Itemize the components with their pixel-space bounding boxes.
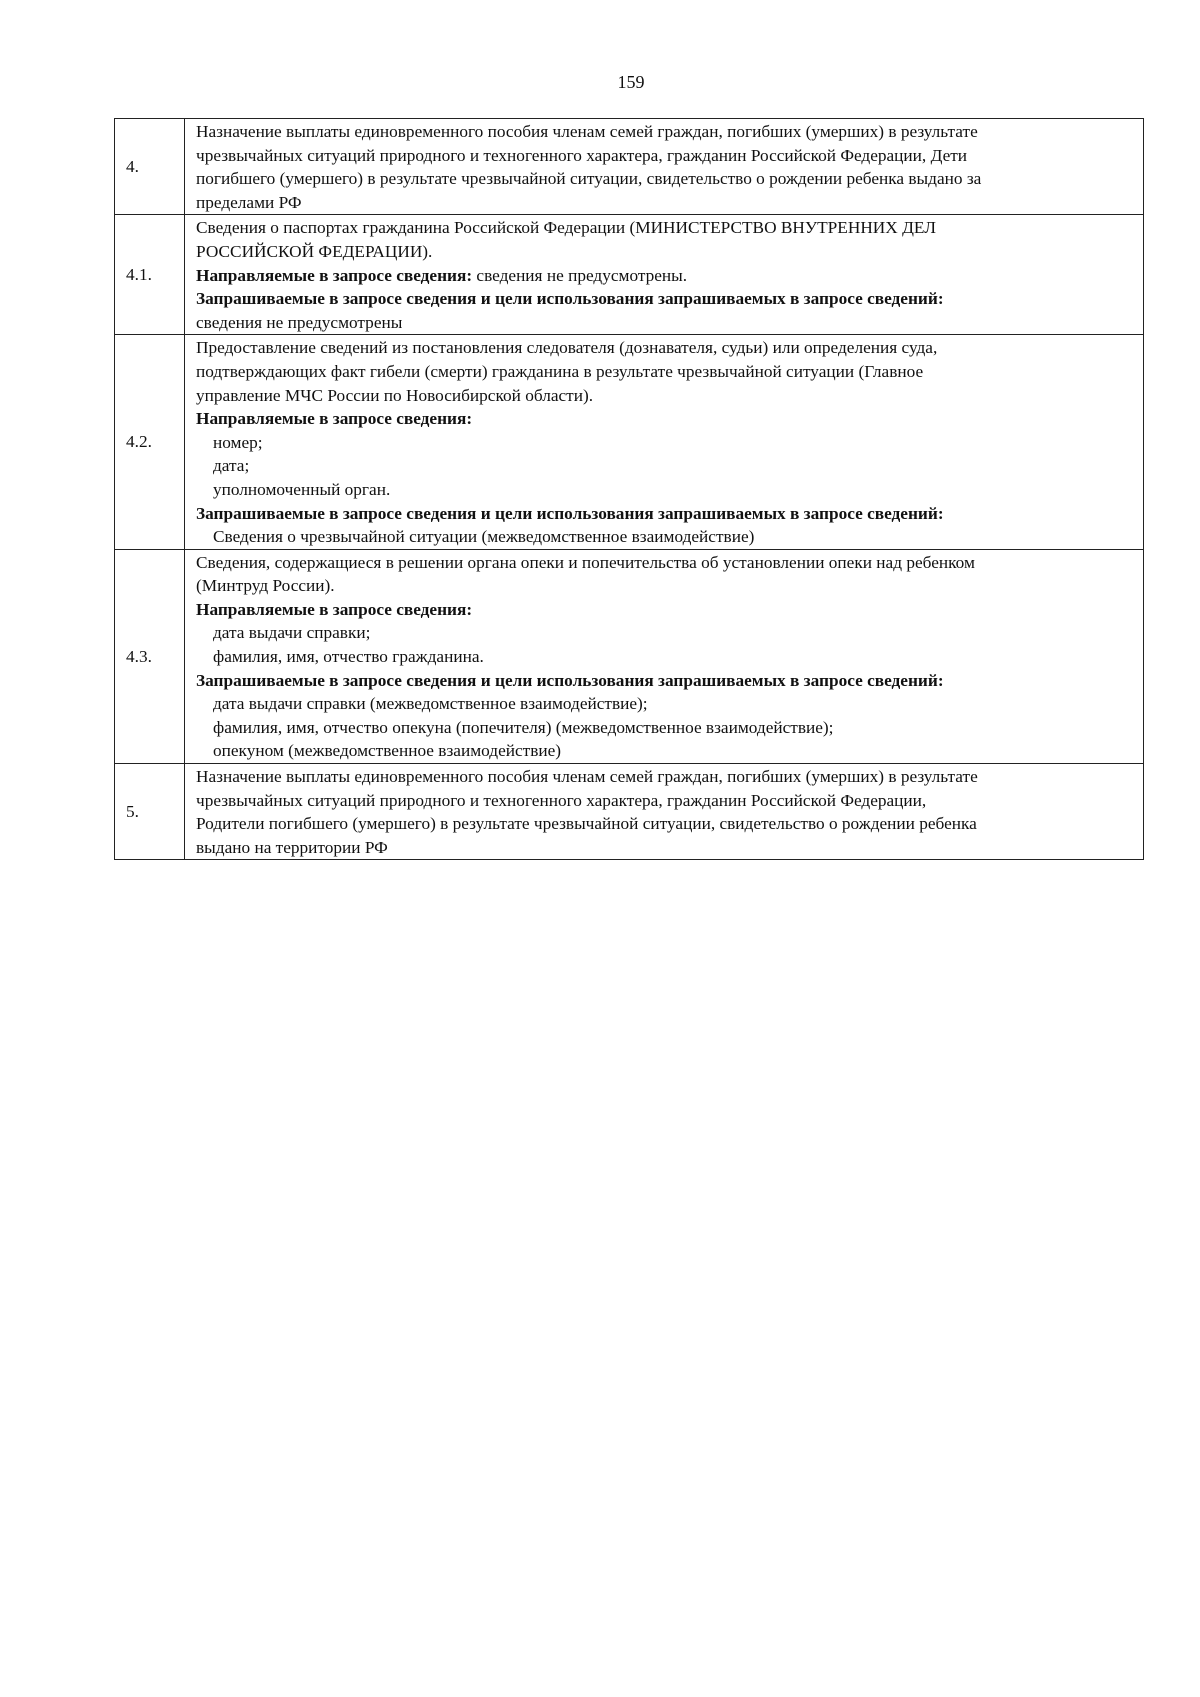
text-line: чрезвычайных ситуаций природного и техногенного характера, гражданин Российской Федерации, Дети (196, 145, 968, 165)
text-line: Родители погибшего (умершего) в результате чрезвычайной ситуации, свидетельство о рождении ребенка (196, 814, 977, 834)
requested-info-item: Сведения о чрезвычайной ситуации (межведомственное взаимодействие) (213, 527, 755, 547)
row-number: 5. (115, 764, 185, 860)
text-line: выдано на территории РФ (196, 837, 388, 857)
page-number: 159 (617, 72, 645, 92)
text-line: подтверждающих факт гибели (смерти) гражданина в результате чрезвычайной ситуации (Главное (196, 361, 924, 381)
sent-info-line (196, 264, 1137, 288)
row-number: 4.1. (115, 215, 185, 335)
text-line: пределами РФ (196, 192, 302, 212)
sent-info-item: уполномоченный орган. (213, 479, 391, 499)
sent-info-label: Направляемые в запросе сведения: (196, 265, 473, 285)
text-line: управление МЧС России по Новосибирской области). (196, 385, 594, 405)
row-number: 4.3. (115, 549, 185, 763)
table-row (115, 215, 1144, 335)
sent-info-item: фамилия, имя, отчество гражданина. (213, 647, 484, 667)
row-number: 4. (115, 119, 185, 215)
sent-info-text: сведения не предусмотрены. (472, 265, 688, 285)
table-row (115, 764, 1144, 860)
requested-info-label: Запрашиваемые в запросе сведения и цели использования запрашиваемых в запросе сведений: (196, 289, 944, 309)
row-content (185, 119, 1144, 215)
sent-info-item: дата выдачи справки; (213, 623, 371, 643)
text-line: РОССИЙСКОЙ ФЕДЕРАЦИИ). (196, 241, 433, 261)
requested-info-label: Запрашиваемые в запросе сведения и цели использования запрашиваемых в запросе сведений: (196, 670, 944, 690)
text-line: (Минтруд России). (196, 576, 335, 596)
sent-info-item: номер; (213, 432, 263, 452)
requested-info-text: сведения не предусмотрены (196, 312, 403, 332)
table-row (115, 119, 1144, 215)
text-line: погибшего (умершего) в результате чрезвычайной ситуации, свидетельство о рождении ребенка выдано за (196, 169, 982, 189)
row-content (185, 764, 1144, 860)
text-line: Сведения, содержащиеся в решении органа опеки и попечительства об установлении опеки над ребенком (196, 552, 975, 572)
requested-info-item: опекуном (межведомственное взаимодействие) (213, 741, 562, 761)
sent-info-label: Направляемые в запросе сведения: (196, 599, 473, 619)
row-number: 4.2. (115, 335, 185, 549)
services-table (114, 118, 1144, 860)
text-line: Назначение выплаты единовременного пособия членам семей граждан, погибших (умерших) в результате (196, 122, 978, 141)
text-line: чрезвычайных ситуаций природного и техногенного характера, гражданин Российской Федерации, (196, 790, 927, 810)
requested-info-item: дата выдачи справки (межведомственное взаимодействие); (213, 694, 648, 714)
requested-info-label: Запрашиваемые в запросе сведения и цели использования запрашиваемых в запросе сведений: (196, 503, 944, 523)
table-row (115, 549, 1144, 763)
requested-info-item: фамилия, имя, отчество опекуна (попечителя) (межведомственное взаимодействие); (213, 717, 834, 737)
sent-info-item: дата; (213, 456, 250, 476)
sent-info-label: Направляемые в запросе сведения: (196, 409, 473, 429)
text-line: Предоставление сведений из постановления следователя (дознавателя, судьи) или определения суда, (196, 338, 938, 358)
text-line: Назначение выплаты единовременного пособия членам семей граждан, погибших (умерших) в результате (196, 767, 978, 787)
row-content (185, 215, 1144, 335)
text-line: Сведения о паспортах гражданина Российской Федерации (МИНИСТЕРСТВО ВНУТРЕННИХ ДЕЛ (196, 218, 936, 238)
row-content (185, 335, 1144, 549)
table-row (115, 335, 1144, 549)
row-content (185, 549, 1144, 763)
